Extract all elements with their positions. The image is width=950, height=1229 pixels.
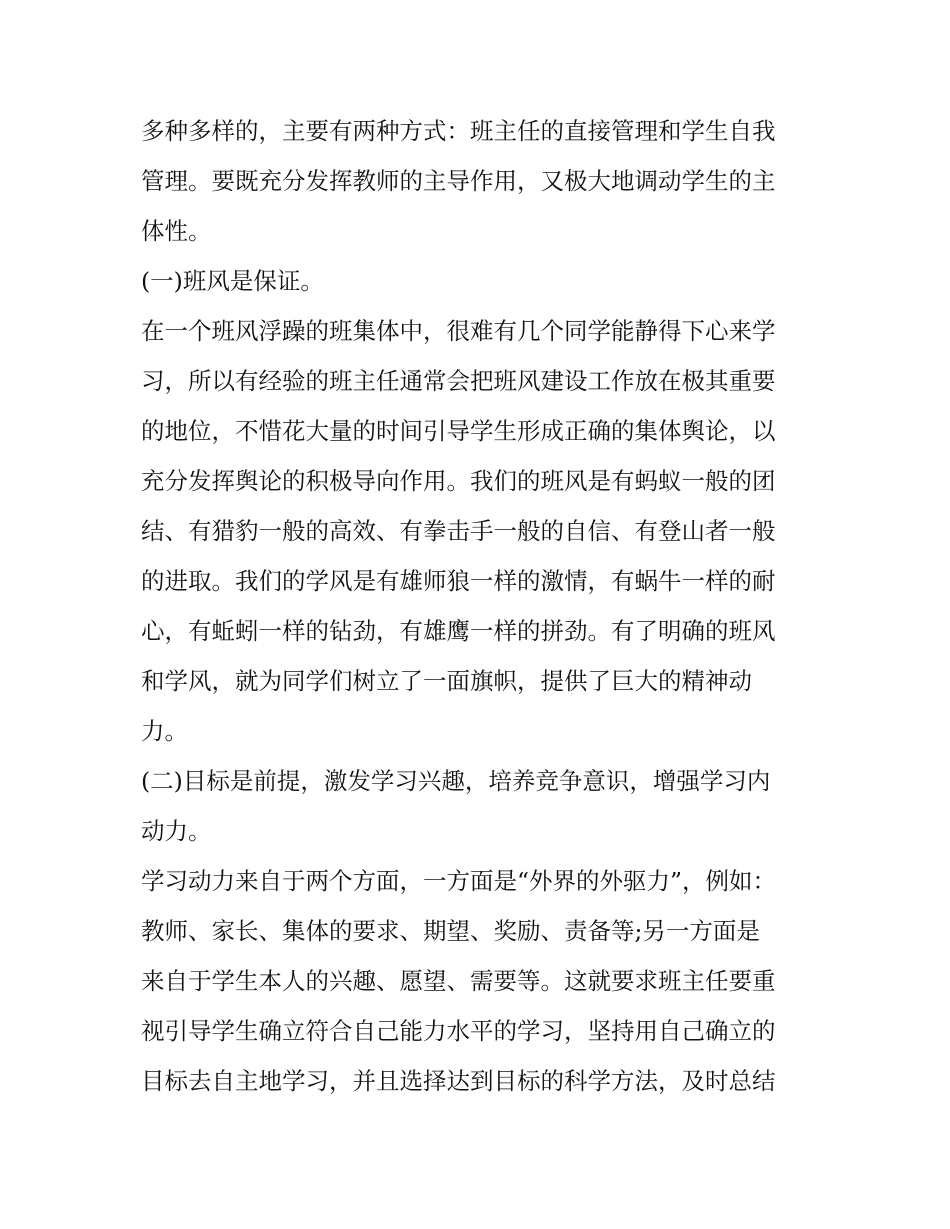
text-line: 来自于学生本人的兴趣、愿望、需要等。这就要求班主任要重 [141,967,776,995]
text-line: 在一个班风浮躁的班集体中，很难有几个同学能静得下心来学 [141,317,776,345]
text-line: 多种多样的，主要有两种方式：班主任的直接管理和学生自我 [141,117,776,145]
text-line: 学习动力来自于两个方面，一方面是“外界的外驱力”，例如： [141,867,777,895]
text-line: 教师、家长、集体的要求、期望、奖励、责备等;另一方面是 [141,917,760,945]
text-line: 充分发挥舆论的积极导向作用。我们的班风是有蚂蚁一般的团 [141,467,776,495]
text-line: 目标去自主地学习，并且选择达到目标的科学方法，及时总结 [141,1067,776,1095]
text-line: 的地位，不惜花大量的时间引导学生形成正确的集体舆论，以 [141,417,776,445]
text-line: 力。 [141,717,188,745]
body-text [141,106,821,1106]
section-heading-2: (二)目标是前提，激发学习兴趣，培养竞争意识，增强学习内 [141,767,771,795]
text-line: 心，有蚯蚓一样的钻劲，有雄鹰一样的拼劲。有了明确的班风 [141,617,776,645]
section-heading-1: (一)班风是保证。 [141,267,324,295]
text-line: 视引导学生确立符合自己能力水平的学习，坚持用自己确立的 [141,1017,776,1045]
text-line: 和学风，就为同学们树立了一面旗帜，提供了巨大的精神动 [141,667,752,695]
text-line: 管理。要既充分发挥教师的主导作用，又极大地调动学生的主 [141,167,776,195]
text-line: 的进取。我们的学风是有雄师狼一样的激情，有蜗牛一样的耐 [141,567,776,595]
text-line: 结、有猎豹一般的高效、有拳击手一般的自信、有登山者一般 [141,517,776,545]
section-heading-2-cont: 动力。 [141,817,212,845]
text-line: 习，所以有经验的班主任通常会把班风建设工作放在极其重要 [141,367,776,395]
text-line: 体性。 [141,217,212,245]
